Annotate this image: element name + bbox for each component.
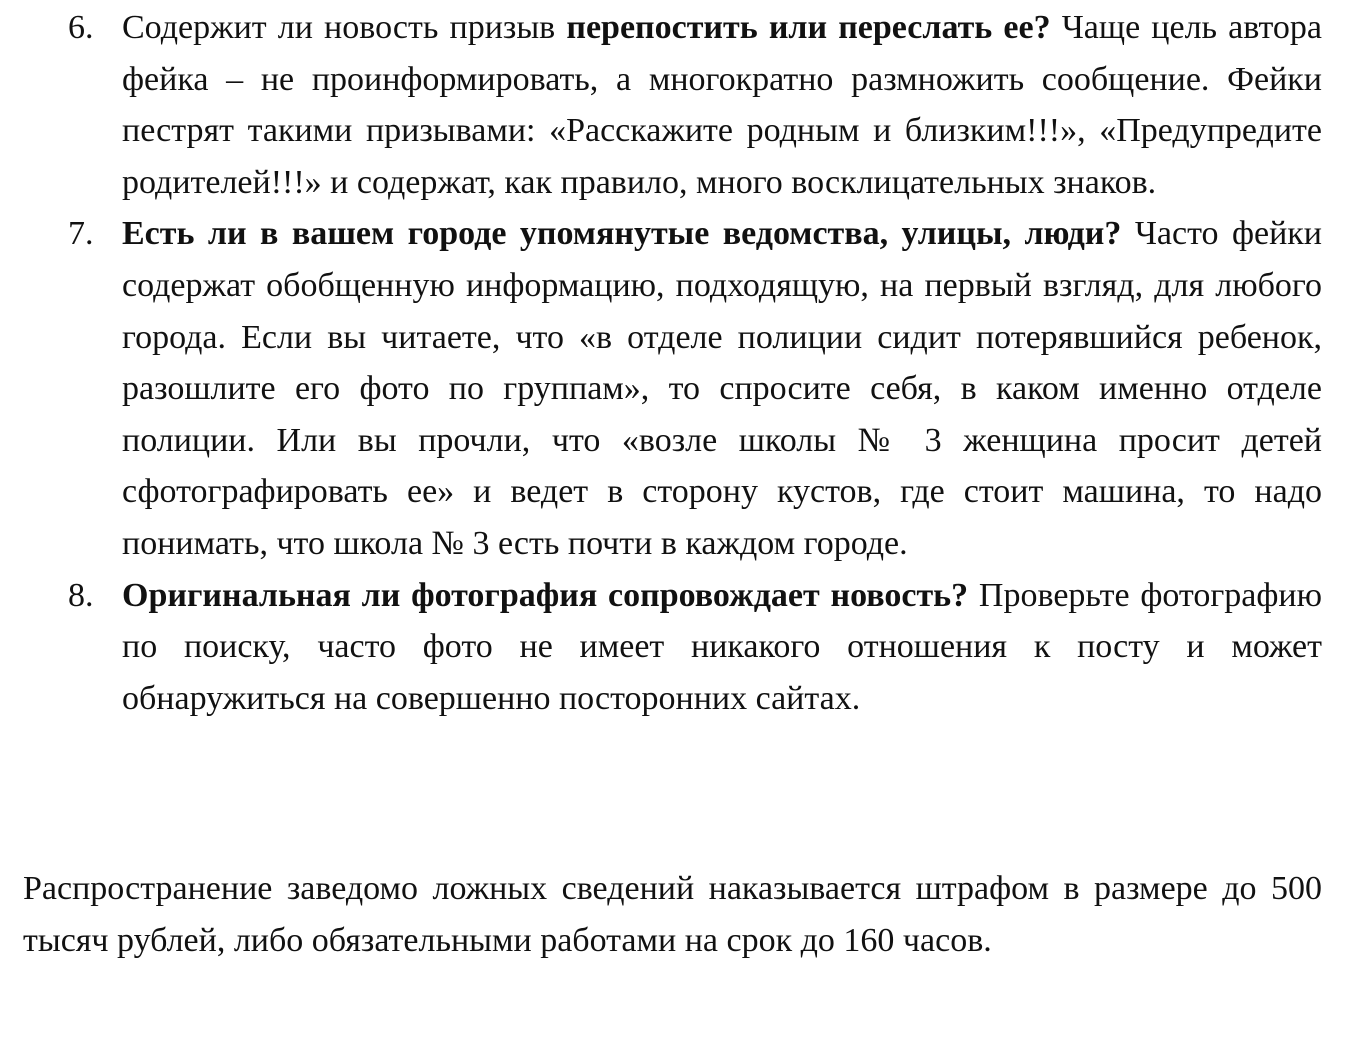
list-item-bold: Есть ли в вашем городе упомянутые ведомства, улицы, люди? — [122, 215, 1122, 253]
list-item-text: Проверьте фотографию по поиску, часто фото не имеет никакого отношения к посту и может обнаружиться на совершенно посторонних сайтах. — [122, 576, 1322, 717]
list-item-number: 6. — [68, 9, 94, 46]
numbered-list — [0, 2, 1358, 724]
list-item-number: 7. — [68, 215, 94, 253]
list-item-number: 8. — [68, 576, 94, 614]
list-item-lead: Содержит ли новость призыв — [122, 9, 567, 46]
list-item — [68, 208, 1322, 569]
closing-paragraph: Распространение заведомо ложных сведений наказывается штрафом в размере до 500 тысяч рублей, либо обязательными работами на срок до 160 часов. — [23, 870, 1322, 959]
list-item — [68, 570, 1322, 725]
list-item — [68, 2, 1322, 208]
list-item-text: Часто фейки содержат обобщенную информацию, подходящую, на первый взгляд, для любого города. Если вы читаете, что «в отделе полиции сидит потерявшийся ребенок, разошлите его фото по группам», то спросите себя, в каком именно отделе полиции. Или вы прочли, что «возле школы № 3 женщина просит детей сфотографировать ее» и ведет в сторону кустов, где стоит машина, то надо понимать, что школа № 3 есть почти в каждом городе. — [122, 215, 1322, 562]
list-item-bold: перепостить или переслать ее? — [566, 9, 1051, 46]
list-item-bold: Оригинальная ли фотография сопровождает новость? — [122, 576, 969, 614]
list-item-text: Чаще цель автора фейка – не проинформировать, а многократно размножить сообщение. Фейки пестрят такими призывами: «Расскажите родным и близким!!!», «Предупредите родителей!!!» и содержат, как правило, много восклицательных знаков. — [122, 9, 1322, 201]
